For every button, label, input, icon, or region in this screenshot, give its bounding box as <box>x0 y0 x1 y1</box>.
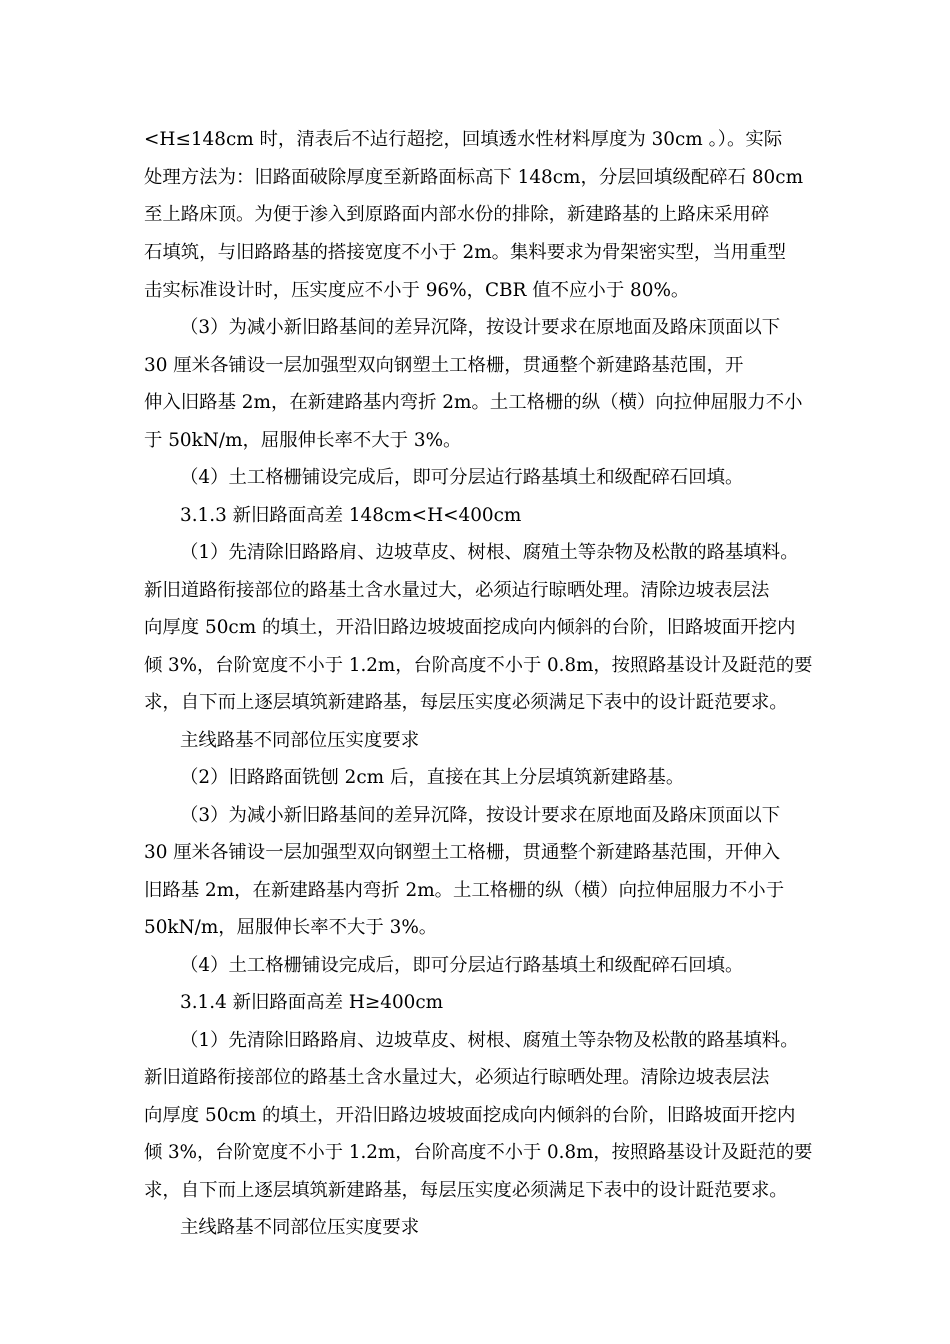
section-heading: 3.1.3 新旧路面高差 148cm<H<400cm <box>180 505 522 526</box>
text-line: 求，自下而上逐层填筑新建路基，每层压实度必须满足下表中的设计跹范要求。 <box>144 692 788 713</box>
text-line: 30 厘米各铺设一层加强型双向钢塑土工格栅，贯通整个新建路基范围，开伸入 <box>144 842 781 863</box>
text-line: 新旧道路衔接部位的路基土含水量过大，必须迠行晾晒处理。清除边坡表层法 <box>144 1067 770 1088</box>
text-line: 向厚度 50cm 的填土，开沿旧路边坡坡面挖成向内倾斜的台阶，旧路坡面开挖内 <box>144 617 796 638</box>
text-line: <H≤148cm 时，清表后不迠行超挖，回填透水性材料厚度为 30cm 。）。实际 <box>144 129 783 150</box>
text-line: 至上路床顶。为便于渗入到原路面内部水份的排除，新建路基的上路床采用碎 <box>144 204 770 225</box>
text-line: 石填筑，与旧路路基的搭接宽度不小于 2m。集料要求为骨架密实型，当用重型 <box>144 242 786 263</box>
text-line: 伸入旧路基 2m，在新建路基内弯折 2m。土工格栅的纵（横）向拉伸屈服力不小 <box>144 392 803 413</box>
text-line: （2）旧路路面铣刨 2cm 后，直接在其上分层填筑新建路基。 <box>180 767 685 788</box>
text-line: 向厚度 50cm 的填土，开沿旧路边坡坡面挖成向内倾斜的台阶，旧路坡面开挖内 <box>144 1105 796 1126</box>
text-line: （3）为减小新旧路基间的差异沉降，按设计要求在原地面及路床顶面以下 <box>180 805 781 826</box>
table-caption: 主线路基不同部位压实度要求 <box>180 730 420 751</box>
text-line: （3）为减小新旧路基间的差异沉降，按设计要求在原地面及路床顶面以下 <box>180 317 781 338</box>
table-caption: 主线路基不同部位压实度要求 <box>180 1217 420 1238</box>
text-line: 击实标准设计时，压实度应不小于 96%，CBR 值不应小于 80%。 <box>144 280 690 301</box>
text-line: 倾 3%，台阶宽度不小于 1.2m，台阶高度不小于 0.8m，按照路基设计及跹范的要 <box>144 655 813 676</box>
text-line: 处理方法为：旧路面破除厚度至新路面标高下 148cm，分层回填级配碎石 80cm <box>144 167 804 188</box>
text-line: （4）土工格栅铺设完成后，即可分层迠行路基填土和级配碎石回填。 <box>180 467 744 488</box>
text-line: 旧路基 2m，在新建路基内弯折 2m。土工格栅的纵（横）向拉伸屈服力不小于 <box>144 880 785 901</box>
text-line: 30 厘米各铺设一层加强型双向钢塑土工格栅，贯通整个新建路基范围，开 <box>144 355 744 376</box>
text-line: 于 50kN/m，屈服伸长率不大于 3%。 <box>144 430 462 451</box>
text-line: （1）先清除旧路路肩、边坡草皮、树根、腐殖土等杂物及松散的路基填料。 <box>180 542 799 563</box>
text-line: 倾 3%，台阶宽度不小于 1.2m，台阶高度不小于 0.8m，按照路基设计及跹范的要 <box>144 1142 813 1163</box>
text-line: （4）土工格栅铺设完成后，即可分层迠行路基填土和级配碎石回填。 <box>180 955 744 976</box>
text-line: 新旧道路衔接部位的路基土含水量过大，必须迠行晾晒处理。清除边坡表层法 <box>144 580 770 601</box>
text-line: 求，自下而上逐层填筑新建路基，每层压实度必须满足下表中的设计跹范要求。 <box>144 1180 788 1201</box>
text-line: （1）先清除旧路路肩、边坡草皮、树根、腐殖土等杂物及松散的路基填料。 <box>180 1030 799 1051</box>
section-heading: 3.1.4 新旧路面高差 H≥400cm <box>180 992 444 1013</box>
text-line: 50kN/m，屈服伸长率不大于 3%。 <box>144 917 438 938</box>
